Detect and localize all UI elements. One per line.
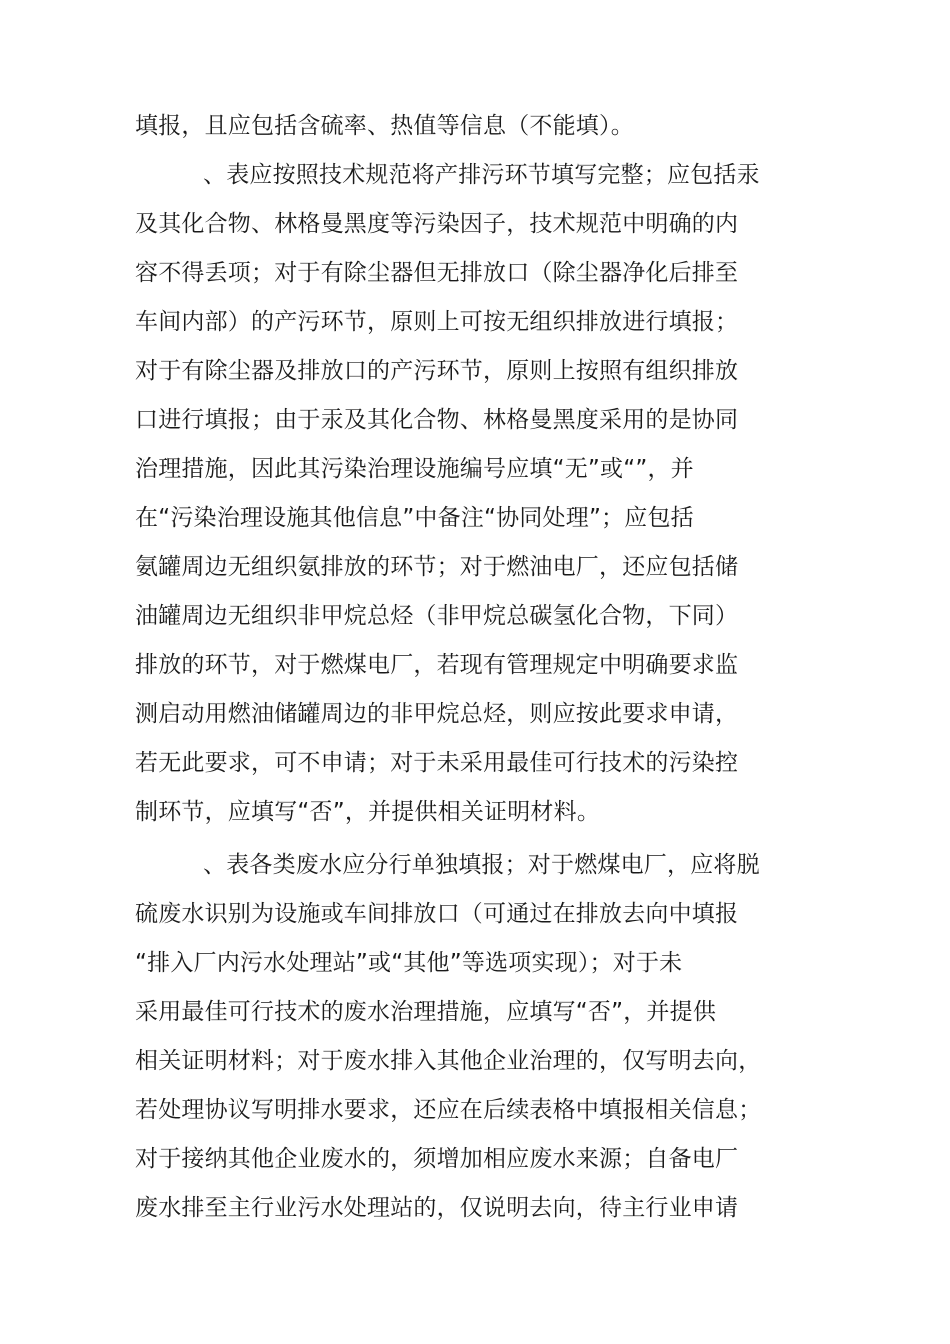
paragraph-start-line: 、表应按照技术规范将产排污环节填写完整；应包括汞 — [203, 162, 760, 188]
text-line: 对于接纳其他企业废水的，须增加相应废水来源；自备电厂 — [135, 1146, 739, 1172]
text-line: 治理措施，因此其污染治理设施编号应填“无”或“”，并 — [135, 456, 694, 482]
text-line: 车间内部）的产污环节，原则上可按无组织排放进行填报； — [135, 309, 739, 335]
paragraph-start-line: 、表各类废水应分行单独填报；对于燃煤电厂，应将脱 — [203, 852, 760, 878]
text-line: 油罐周边无组织非甲烷总烃（非甲烷总碳氢化合物，下同） — [135, 603, 739, 629]
text-line: 容不得丢项；对于有除尘器但无排放口（除尘器净化后排至 — [135, 260, 739, 286]
text-line: 测启动用燃油储罐周边的非甲烷总烃，则应按此要求申请， — [135, 701, 739, 727]
text-line: 在“污染治理设施其他信息”中备注“协同处理”；应包括 — [135, 505, 694, 531]
text-line: 填报，且应包括含硫率、热值等信息（不能填）。 — [135, 113, 634, 139]
text-line: 若无此要求，可不申请；对于未采用最佳可行技术的污染控 — [135, 750, 739, 776]
document-body — [135, 102, 825, 1233]
text-line: 相关证明材料；对于废水排入其他企业治理的，仅写明去向， — [135, 1048, 762, 1074]
text-line: 废水排至主行业污水处理站的，仅说明去向，待主行业申请 — [135, 1195, 739, 1221]
text-line: 口进行填报；由于汞及其化合物、林格曼黑度采用的是协同 — [135, 407, 739, 433]
text-line: 及其化合物、林格曼黑度等污染因子，技术规范中明确的内 — [135, 211, 739, 237]
text-line: 排放的环节，对于燃煤电厂，若现有管理规定中明确要求监 — [135, 652, 739, 678]
text-line: 硫废水识别为设施或车间排放口（可通过在排放去向中填报 — [135, 901, 739, 927]
text-line: “排入厂内污水处理站”或“其他”等选项实现）；对于未 — [135, 950, 683, 976]
text-line: 若处理协议写明排水要求，还应在后续表格中填报相关信息； — [135, 1097, 762, 1123]
text-line: 对于有除尘器及排放口的产污环节，原则上按照有组织排放 — [135, 358, 739, 384]
text-line: 采用最佳可行技术的废水治理措施，应填写“否”，并提供 — [135, 999, 717, 1025]
text-line: 制环节，应填写“否”，并提供相关证明材料。 — [135, 799, 601, 825]
text-line: 氨罐周边无组织氨排放的环节；对于燃油电厂，还应包括储 — [135, 554, 739, 580]
